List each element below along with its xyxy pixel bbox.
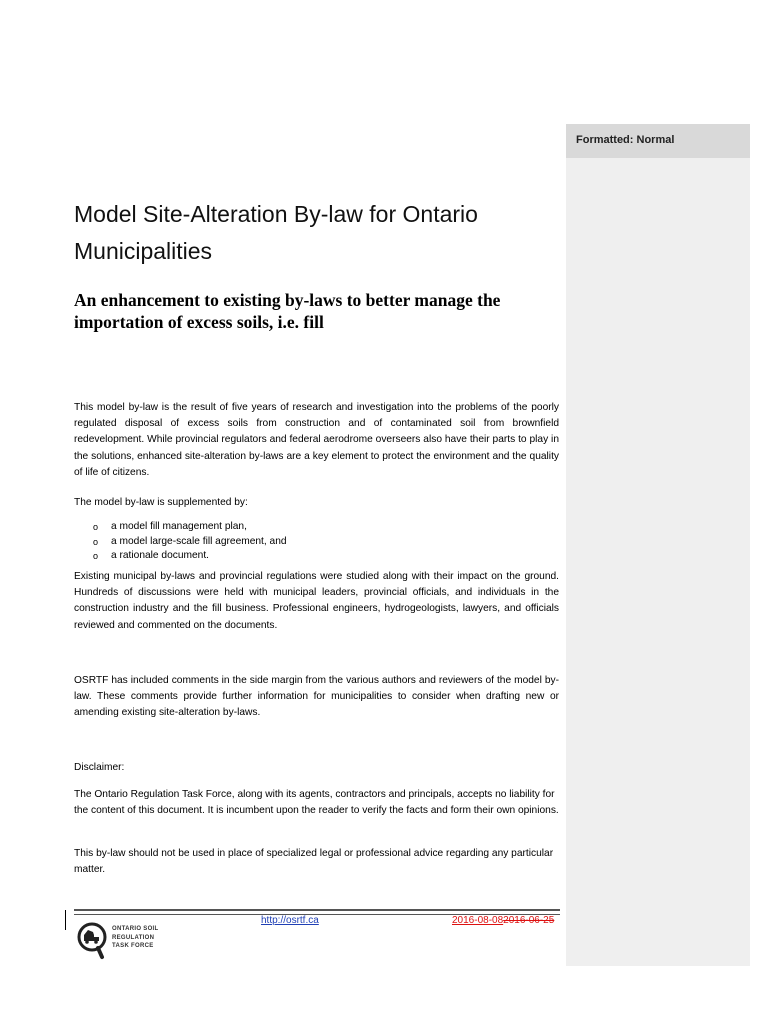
- advice-paragraph: This by-law should not be used in place of specialized legal or professional advice regarding any particular matter.: [74, 848, 554, 876]
- list-item: o a model fill management plan,: [93, 520, 493, 535]
- footer-link[interactable]: http://osrtf.ca: [261, 915, 319, 926]
- existing-paragraph: Existing municipal by-laws and provincial regulations were studied along with their impact on the ground. Hundreds of discussions were held with municipal leaders, provincial officials, and individuals in the construction industry and the fill business. Professional engineers, hydrogeologists, lawyers, and officials reviewed and commented on the documents.: [74, 571, 559, 631]
- bullet-icon: o: [93, 551, 99, 561]
- document-subtitle: An enhancement to existing by-laws to better manage the importation of excess soils, i.e. fill: [74, 290, 501, 332]
- supplemented-paragraph: The model by-law is supplemented by:: [74, 497, 248, 508]
- document-title: Model Site-Alteration By-law for Ontario Municipalities: [74, 201, 478, 264]
- date-inserted: 2016-08-08: [452, 915, 504, 926]
- list-item: o a rationale document.: [93, 549, 493, 564]
- comment-pane: [566, 124, 750, 966]
- supplement-list: [93, 520, 493, 564]
- bullet-icon: o: [93, 522, 99, 532]
- footer-date: [452, 915, 554, 926]
- disclaimer-text: The Ontario Regulation Task Force, along with its agents, contractors and principals, accepts no liability for the content of this document. It is incumbent upon the reader to verify the facts and form their own opinions.: [74, 789, 559, 817]
- list-item: o a model large-scale fill agreement, and: [93, 535, 493, 550]
- comment-label[interactable]: Formatted: Normal: [566, 124, 750, 158]
- magnifier-truck-icon: [76, 920, 110, 960]
- osrtf-logo: [76, 920, 196, 960]
- disclaimer-heading: Disclaimer:: [74, 762, 125, 773]
- bullet-icon: o: [93, 536, 99, 547]
- intro-paragraph: This model by-law is the result of five years of research and investigation into the problems of the poorly regulated disposal of excess soils from construction and of contaminated soil from brownfield redevelopment. While provincial regulators and federal aerodrome overseers also have their parts to play in the solutions, enhanced site-alteration by-laws are a key element to protect the environment and the quality of life of citizens.: [74, 402, 559, 478]
- revision-change-bar: [65, 910, 66, 930]
- logo-text: ONTARIO SOIL REGULATION TASK FORCE: [112, 926, 159, 949]
- osrtf-paragraph: OSRTF has included comments in the side margin from the various authors and reviewers of the model by-law. These comments provide further information for municipalities to consider when drafting new or amending existing site-alteration by-laws.: [74, 675, 559, 719]
- date-deleted: 2016-06-25: [503, 915, 555, 926]
